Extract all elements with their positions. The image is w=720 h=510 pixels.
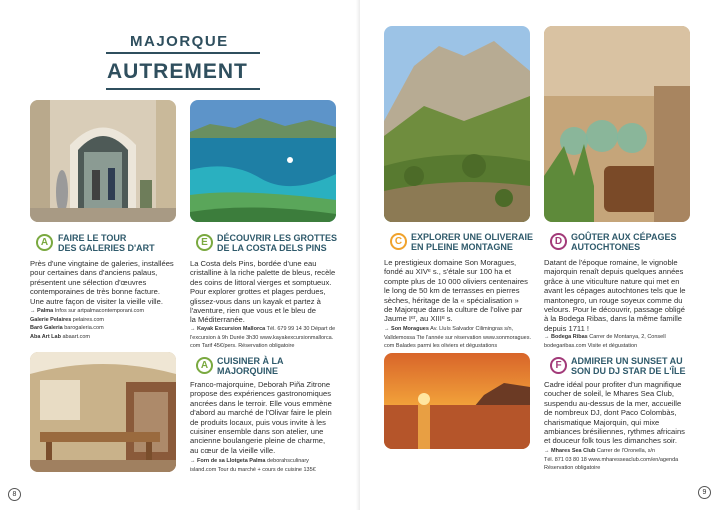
section-d-info: → Bodega Ribas Carrer de Montanya, 2, Consell bodegaribas.com Visite et dégustation xyxy=(544,334,666,349)
section-f-info: → Mhares Sea Club Carrer de l'Oronella, s/n Tél. 871 03 80 18 www.mharesseaclub.com/en/agenda Réservation obligatoire xyxy=(544,448,679,471)
section-c-info: → Son Moragues Av. Lluís Salvador Cilimingras s/n, Valldemossa Tte l'année sur réservation www.sonmoragues. com Balades parmi les oliviers et dégustations xyxy=(384,326,531,349)
section-e-info: → Kayak Excursion Mallorca Tél. 679 99 14 30 Départ de l'excursion à 9h Durée 3h30 www.kayakexcursionmallorca. com Tarif 45€/pers. Réservation obligatoire xyxy=(190,326,336,349)
section-a2-heading: CUISINER À LA MAJORQUINE xyxy=(217,356,284,376)
sunset-photo xyxy=(384,353,530,449)
section-a-body: Près d'une vingtaine de galeries, installées pour certaines dans d'anciens palaus, présentent une sélection d'œuvres contemporaines de très bonne facture. Une autre façon de visiter la vieille ville. xyxy=(30,259,174,306)
section-f-heading: ADMIRER UN SUNSET AU SON DU DJ STAR DE L'ÎLE xyxy=(571,356,686,376)
section-d-body: Datant de l'époque romaine, le vignoble majorquin renaît depuis quelques années grâce à une viticulture nature qui met en avant les cépages autochtones tels que le mantonegro, un rouge soyeux comme du velours. Pour le découvrir, passage obligé à la Bodega Ribas, dans la même famille depuis 1711 ! xyxy=(544,258,686,333)
section-e-heading: DÉCOUVRIR LES GROTTES DE LA COSTA DELS PINS xyxy=(217,233,338,253)
page-number-right: 9 xyxy=(698,486,711,499)
title-rule-bottom xyxy=(106,88,260,90)
section-f-body: Cadre idéal pour profiter d'un magnifique coucher de soleil, le Mhares Sea Club, suspendu au-dessus de la mer, accueille de nombreux DJ, dont Paco Colombàs, charismatique Majorquin, qui mixe ambiances brésiliennes, rythmes africains et douceur folk tous les dimanches soir. xyxy=(544,380,685,446)
badge-a-cooking: A xyxy=(196,357,213,374)
wine-cellar-photo xyxy=(544,26,690,222)
section-d-heading: GOÛTER AUX CÉPAGES AUTOCHTONES xyxy=(571,232,677,252)
section-c-body: Le prestigieux domaine Son Moragues, fondé au XIVᵉ s., s'étale sur 100 ha et compte plus de 10 000 oliviers centenaires le long de 50 km de terrasses en pierres sèches, héritage de la « spécialisation » de Majorque dans la culture de l'olive par Jaume Iᵉʳ, au XIIIᵉ s. xyxy=(384,258,528,324)
section-a-heading: FAIRE LE TOUR DES GALERIES D'ART xyxy=(58,233,155,253)
badge-f: F xyxy=(550,357,567,374)
section-a2-body: Franco-majorquine, Deborah Piña Zitrone propose des expériences gastronomiques ancrées dans le terroir. Elle vous emmène d'abord au marché de l'Olivar faire le plein de produits locaux, puis vous invite à les cuisiner ensemble dans son atelier, une ancienne boulangerie pleine de charme, au cœur de la vieille ville. xyxy=(190,380,332,455)
badge-a: A xyxy=(36,234,53,251)
page-number-left: 8 xyxy=(8,488,21,501)
page-title: AUTREMENT xyxy=(107,60,248,83)
section-a-info: → Palma Infos sur artpalmacontemporani.com Galerie Pelaires pelaires.com Baró Galeria barogaleria.com Aba Art Lab abaart.com xyxy=(30,308,145,340)
right-page xyxy=(360,0,720,510)
title-rule-top xyxy=(106,52,260,54)
olive-grove-photo xyxy=(384,26,530,222)
section-a2-info: → Forn de sa Llotgeta Palma deborahsculinary island.com Tour du marché + cours de cuisine 135€ xyxy=(190,458,316,473)
badge-d: D xyxy=(550,233,567,250)
title-sup: MAJORQUE xyxy=(130,33,229,50)
kitchen-photo xyxy=(30,352,176,472)
badge-e: E xyxy=(196,234,213,251)
section-c-heading: EXPLORER UNE OLIVERAIE EN PLEINE MONTAGNE xyxy=(411,232,534,252)
coast-photo xyxy=(190,100,336,222)
gallery-photo xyxy=(30,100,176,222)
section-e-body: La Costa dels Pins, bordée d'une eau cristalline à la riche palette de bleus, recèle des coins de littoral vierges et somptueux. Pour explorer grottes et plages perdues, glissez-vous dans un kayak et partez à l'aventure, rien que vous et le bleu de la Méditerranée. xyxy=(190,259,336,325)
badge-c: C xyxy=(390,233,407,250)
